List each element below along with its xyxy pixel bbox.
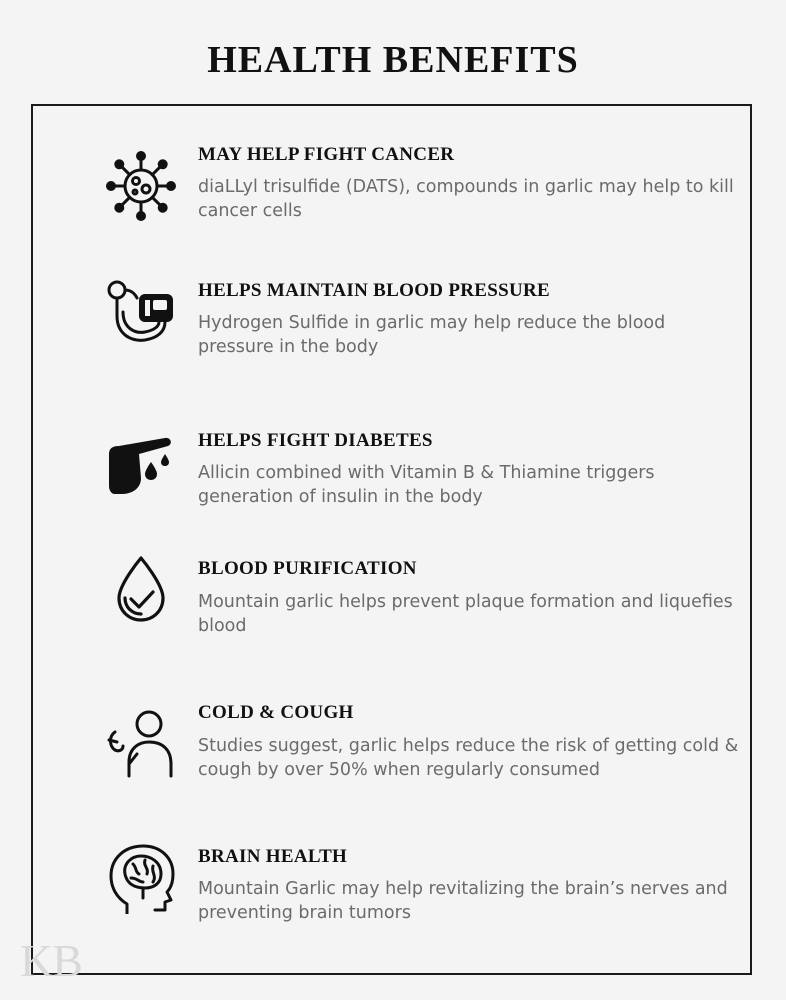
benefit-description: Allicin combined with Vitamin B & Thiamine triggers generation of insulin in the body — [198, 463, 655, 507]
benefit-description: Studies suggest, garlic helps reduce the risk of getting cold & cough by over 50% when regularly consumed — [198, 736, 739, 780]
benefit-description: Hydrogen Sulfide in garlic may help reduce the blood pressure in the body — [198, 313, 666, 357]
benefit-description: Mountain Garlic may help revitalizing the brain’s nerves and preventing brain tumors — [198, 879, 728, 923]
blood-pressure-monitor-icon — [105, 276, 177, 348]
kb-watermark: KB — [20, 935, 82, 986]
benefit-heading: BRAIN HEALTH — [198, 846, 348, 867]
coughing-person-icon — [105, 706, 177, 778]
benefit-description: diaLLyl trisulfide (DATS), compounds in garlic may help to kill cancer cells — [198, 177, 734, 221]
benefit-description: Mountain garlic helps prevent plaque formation and liquefies blood — [198, 592, 733, 636]
benefit-heading: HELPS FIGHT DIABETES — [198, 430, 433, 451]
finger-blood-drop-icon — [105, 432, 177, 504]
benefit-heading: COLD & COUGH — [198, 702, 354, 723]
benefit-heading: HELPS MAINTAIN BLOOD PRESSURE — [198, 280, 550, 301]
page-title: HEALTH BENEFITS — [207, 39, 579, 81]
benefit-heading: BLOOD PURIFICATION — [198, 558, 417, 579]
benefits-panel — [31, 104, 752, 975]
head-brain-icon — [105, 842, 177, 914]
benefit-heading: MAY HELP FIGHT CANCER — [198, 144, 455, 165]
virus-icon — [105, 150, 177, 222]
drop-checkmark-icon — [105, 552, 177, 624]
